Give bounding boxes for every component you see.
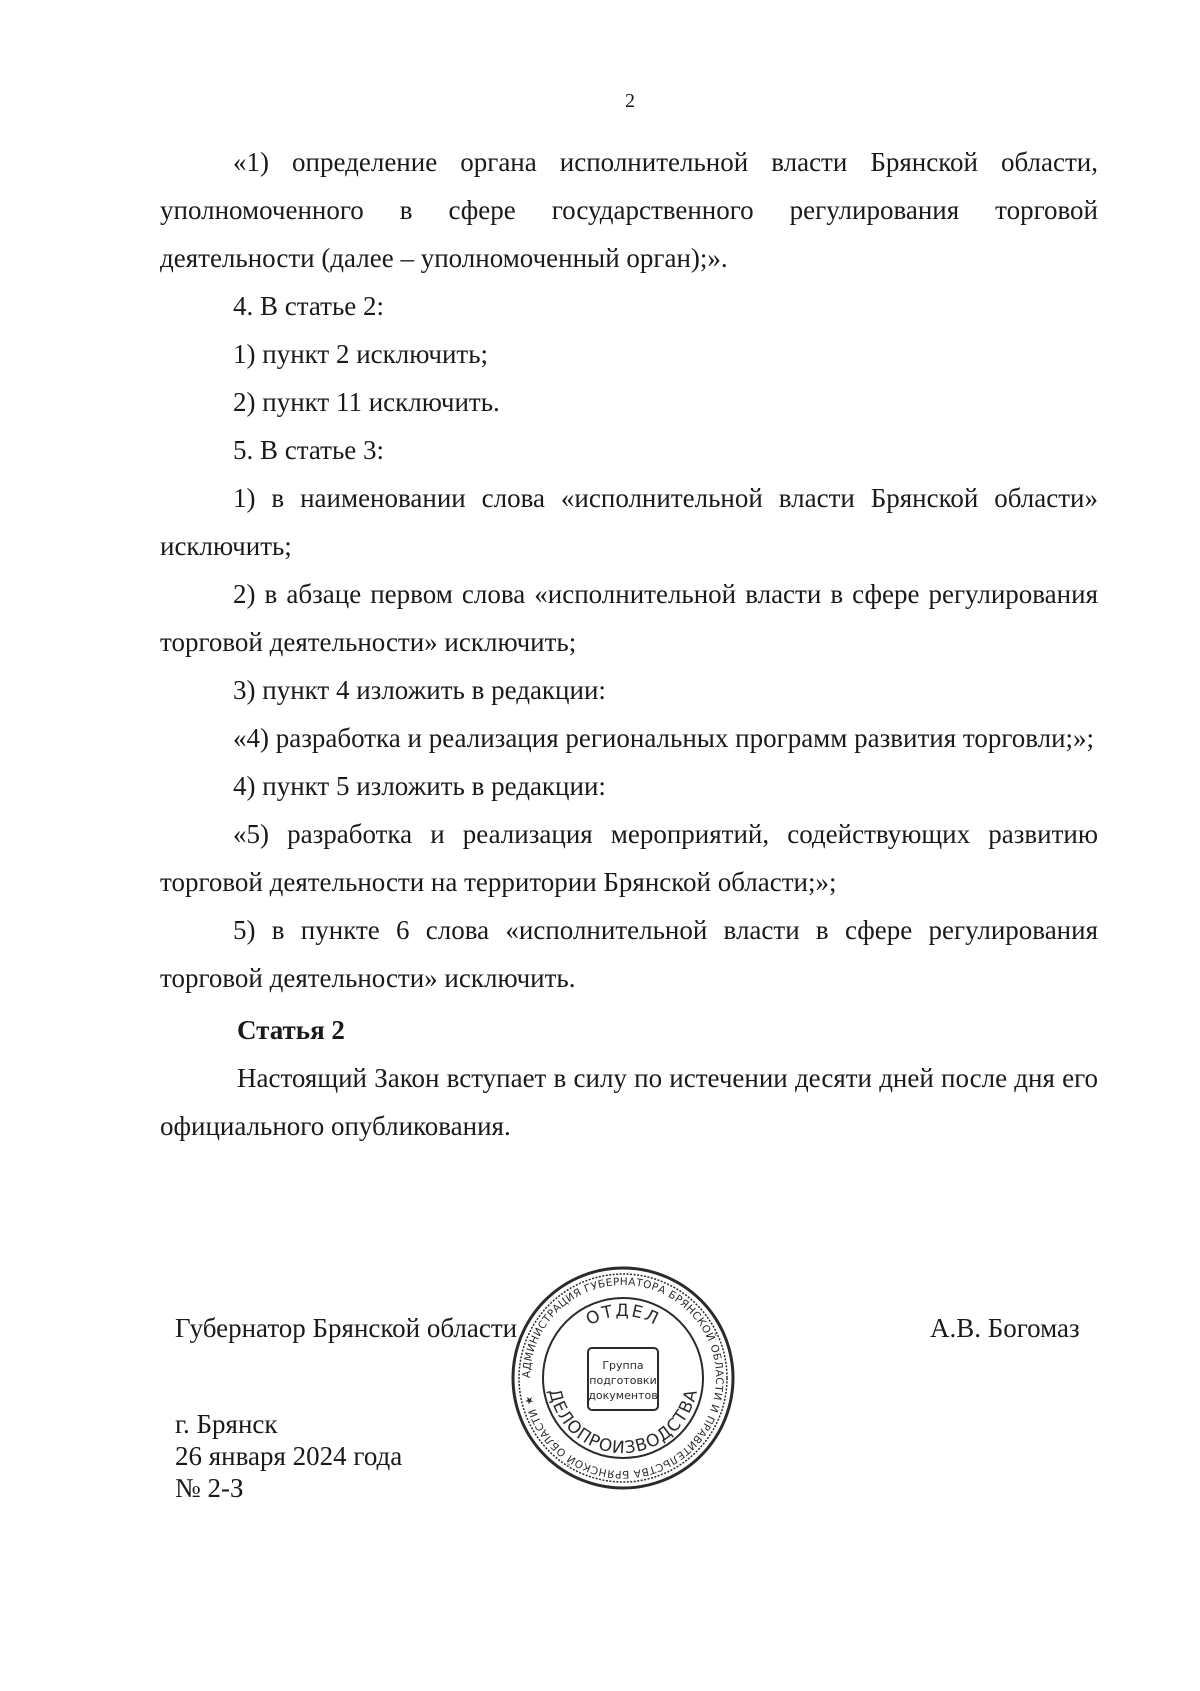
svg-text:ОТДЕЛ xyxy=(583,1301,663,1330)
date: 26 января 2024 года xyxy=(175,1441,403,1471)
paragraph-5: 5. В статье 3: xyxy=(233,435,385,465)
paragraph-11: «5) разработка и реализация мероприятий, содействующих развитию торговой деятельности на территории Брянской области;»; xyxy=(160,819,1098,897)
law-number: № 2-З xyxy=(175,1473,244,1503)
document-body xyxy=(160,138,1098,1150)
place-date-block xyxy=(175,1408,402,1504)
stamp-center-line-1: Группа xyxy=(602,1359,644,1372)
paragraph-8: 3) пункт 4 изложить в редакции: xyxy=(233,675,606,705)
article-heading: Статья 2 xyxy=(237,1015,345,1045)
signatory-name: А.В. Богомаз xyxy=(930,1313,1080,1343)
stamp-center-line-3: документов xyxy=(588,1389,658,1402)
paragraph-3: 1) пункт 2 исключить; xyxy=(233,339,489,369)
paragraph-1: «1) определение органа исполнительной власти Брянской области, уполномоченного в сфере государственного регулирования торговой деятельности (далее – уполномоченный орган);». xyxy=(160,147,1098,273)
stamp-outer-text: АДМИНИСТРАЦИЯ ГУБЕРНАТОРА БРЯНСКОЙ ОБЛАСТИ И ПРАВИТЕЛЬСТВА БРЯНСКОЙ ОБЛАСТИ ★ xyxy=(520,1275,726,1481)
paragraph-9: «4) разработка и реализация региональных программ развития торговли;»; xyxy=(233,723,1095,753)
stamp-inner-bottom: ДЕЛОПРОИЗВОДСТВА xyxy=(543,1386,703,1459)
paragraph-12: 5) в пункте 6 слова «исполнительной власти в сфере регулирования торговой деятельности» исключить. xyxy=(160,915,1098,993)
paragraph-2: 4. В статье 2: xyxy=(233,291,385,321)
paragraph-7: 2) в абзаце первом слова «исполнительной власти в сфере регулирования торговой деятельности» исключить; xyxy=(160,579,1098,657)
paragraph-10: 4) пункт 5 изложить в редакции: xyxy=(233,771,606,801)
stamp-center-line-2: подготовки xyxy=(589,1374,657,1387)
page-number: 2 xyxy=(625,90,635,112)
signatory-title: Губернатор Брянской области xyxy=(175,1313,518,1343)
city: г. Брянск xyxy=(175,1409,278,1439)
stamp-inner-top: ОТДЕЛ xyxy=(582,1300,664,1330)
article-text: Настоящий Закон вступает в силу по истечении десяти дней после дня его официального опубликования. xyxy=(160,1063,1098,1141)
official-stamp-icon xyxy=(508,1263,738,1493)
paragraph-4: 2) пункт 11 исключить. xyxy=(233,387,500,417)
paragraph-6: 1) в наименовании слова «исполнительной власти Брянской области» исключить; xyxy=(160,483,1098,561)
